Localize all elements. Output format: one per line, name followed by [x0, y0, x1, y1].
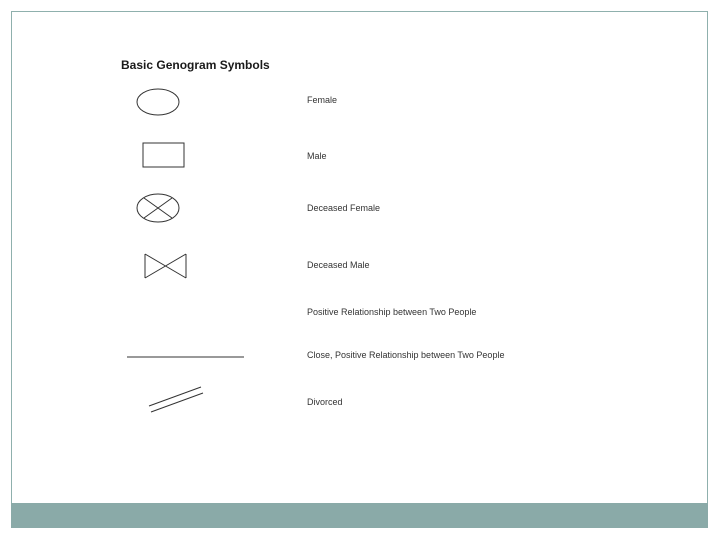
- legend-label-close-relationship: Close, Positive Relationship between Two People: [307, 350, 505, 360]
- page-title: Basic Genogram Symbols: [121, 58, 270, 72]
- deceased-female-symbol: [137, 194, 179, 222]
- legend-label-positive-relationship: Positive Relationship between Two People: [307, 307, 477, 317]
- deceased-male-symbol: [145, 254, 186, 278]
- legend-label-deceased-female: Deceased Female: [307, 203, 381, 213]
- male-symbol: [143, 143, 184, 167]
- legend-label-male: Male: [307, 151, 327, 161]
- legend-label-female: Female: [307, 95, 338, 105]
- female-symbol: [137, 89, 179, 115]
- legend-label-deceased-male: Deceased Male: [307, 260, 370, 270]
- legend-label-divorced: Divorced: [307, 397, 343, 407]
- divorced-symbol: [149, 387, 203, 412]
